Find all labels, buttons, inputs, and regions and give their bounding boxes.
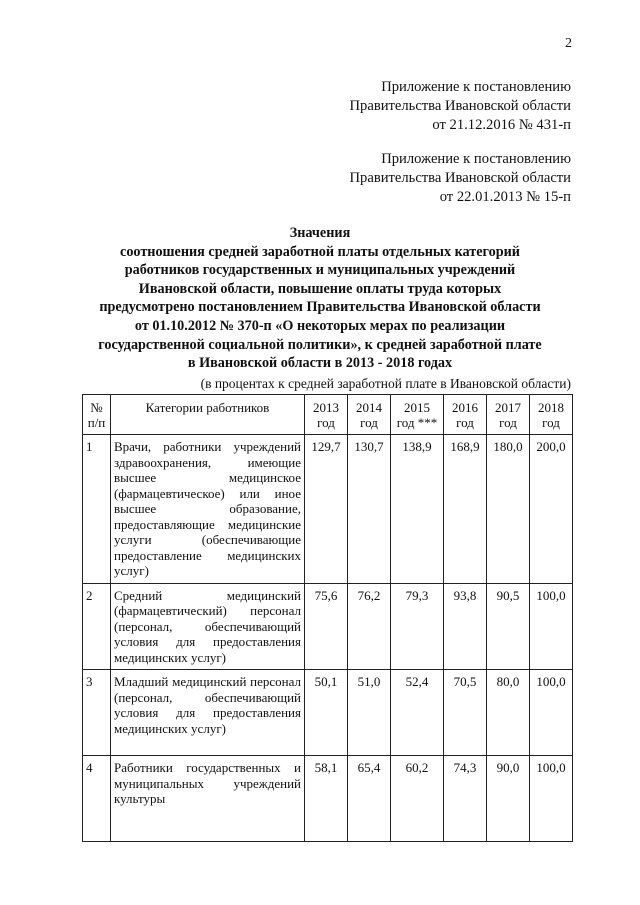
row-value: 138,9 bbox=[391, 435, 444, 584]
row-value: 79,3 bbox=[391, 583, 444, 670]
document-title bbox=[60, 224, 580, 373]
header-year-value: 2015 bbox=[404, 400, 430, 415]
header-year bbox=[348, 395, 391, 435]
header-year-value: 2018 bbox=[538, 400, 564, 415]
header-year-value: 2017 bbox=[495, 400, 521, 415]
row-value: 100,0 bbox=[530, 756, 573, 842]
row-value: 200,0 bbox=[530, 435, 573, 584]
row-value: 129,7 bbox=[305, 435, 348, 584]
header-number-sub: п/п bbox=[87, 415, 106, 430]
header-year bbox=[391, 395, 444, 435]
header-year-sub: год bbox=[542, 415, 560, 430]
row-value: 50,1 bbox=[305, 670, 348, 756]
row-value: 90,0 bbox=[487, 756, 530, 842]
title-line: Значения bbox=[289, 225, 351, 241]
table-row bbox=[83, 756, 573, 842]
table-header-row bbox=[83, 395, 573, 435]
row-value: 60,2 bbox=[391, 756, 444, 842]
row-value: 100,0 bbox=[530, 583, 573, 670]
header-year bbox=[487, 395, 530, 435]
appendix-line: Приложение к постановлению bbox=[381, 79, 571, 95]
row-value: 90,5 bbox=[487, 583, 530, 670]
row-value: 52,4 bbox=[391, 670, 444, 756]
row-value: 70,5 bbox=[444, 670, 487, 756]
row-value: 180,0 bbox=[487, 435, 530, 584]
row-value: 93,8 bbox=[444, 583, 487, 670]
title-line: государственной социальной политики», к средней заработной плате bbox=[98, 336, 542, 353]
header-year-sub: год bbox=[499, 415, 517, 430]
appendix-line: Правительства Ивановской области bbox=[349, 98, 571, 114]
header-category: Категории работников bbox=[111, 395, 305, 435]
row-value: 76,2 bbox=[348, 583, 391, 670]
header-year-sub: год bbox=[360, 415, 378, 430]
title-line: в Ивановской области в 2013 - 2018 годах bbox=[187, 355, 453, 372]
row-value: 168,9 bbox=[444, 435, 487, 584]
header-year-sub: год *** bbox=[396, 415, 438, 430]
title-line: Ивановской области, повышение оплаты труда которых bbox=[138, 280, 502, 297]
title-line: работников государственных и муниципальных учреждений bbox=[124, 262, 516, 279]
title-line: предусмотрено постановлением Правительства Ивановской области bbox=[99, 299, 541, 316]
row-number: 4 bbox=[83, 756, 111, 842]
header-year bbox=[444, 395, 487, 435]
row-value: 74,3 bbox=[444, 756, 487, 842]
header-year-value: 2013 bbox=[313, 400, 339, 415]
row-category: Младший медицинский персонал (персонал, обеспечивающий условия для предоставления медицинских услуг) bbox=[111, 670, 305, 756]
row-category: Средний медицинский (фармацевтический) персонал (персонал, обеспечивающий условия для предоставления медицинских услуг) bbox=[111, 583, 305, 670]
header-year bbox=[305, 395, 348, 435]
appendix-date-number: от 21.12.2016 № 431-п bbox=[432, 117, 571, 133]
header-year-value: 2016 bbox=[452, 400, 478, 415]
title-line: от 01.10.2012 № 370-п «О некоторых мерах по реализации bbox=[134, 317, 506, 334]
page-number: 2 bbox=[565, 36, 572, 51]
header-year-sub: год bbox=[317, 415, 335, 430]
row-category: Врачи, работники учреждений здравоохранения, имеющие высшее медицинское (фармацевтическое) или иное высшее образование, предоставляющие медицинские услуги (обеспечивающие предоставление медицинских услуг) bbox=[111, 435, 305, 584]
row-value: 51,0 bbox=[348, 670, 391, 756]
appendix-date-number: от 22.01.2013 № 15-п bbox=[439, 189, 571, 205]
units-note: (в процентах к средней заработной плате в Ивановской области) bbox=[200, 376, 571, 391]
table-row bbox=[83, 583, 573, 670]
row-value: 75,6 bbox=[305, 583, 348, 670]
row-value: 80,0 bbox=[487, 670, 530, 756]
header-number bbox=[83, 395, 111, 435]
table-row bbox=[83, 435, 573, 584]
row-number: 3 bbox=[83, 670, 111, 756]
header-year-sub: год bbox=[456, 415, 474, 430]
appendix-header-current bbox=[350, 78, 571, 135]
table-row bbox=[83, 670, 573, 756]
row-value: 58,1 bbox=[305, 756, 348, 842]
row-number: 2 bbox=[83, 583, 111, 670]
values-table bbox=[82, 394, 573, 842]
row-category: Работники государственных и муниципальных учреждений культуры bbox=[111, 756, 305, 842]
appendix-line: Приложение к постановлению bbox=[381, 151, 571, 167]
appendix-header-original bbox=[350, 150, 571, 207]
row-value: 65,4 bbox=[348, 756, 391, 842]
header-year bbox=[530, 395, 573, 435]
header-year-value: 2014 bbox=[356, 400, 382, 415]
appendix-line: Правительства Ивановской области bbox=[349, 170, 571, 186]
row-number: 1 bbox=[83, 435, 111, 584]
header-number-sign: № bbox=[90, 400, 103, 415]
row-value: 100,0 bbox=[530, 670, 573, 756]
row-value: 130,7 bbox=[348, 435, 391, 584]
title-line: соотношения средней заработной платы отдельных категорий bbox=[120, 243, 520, 260]
